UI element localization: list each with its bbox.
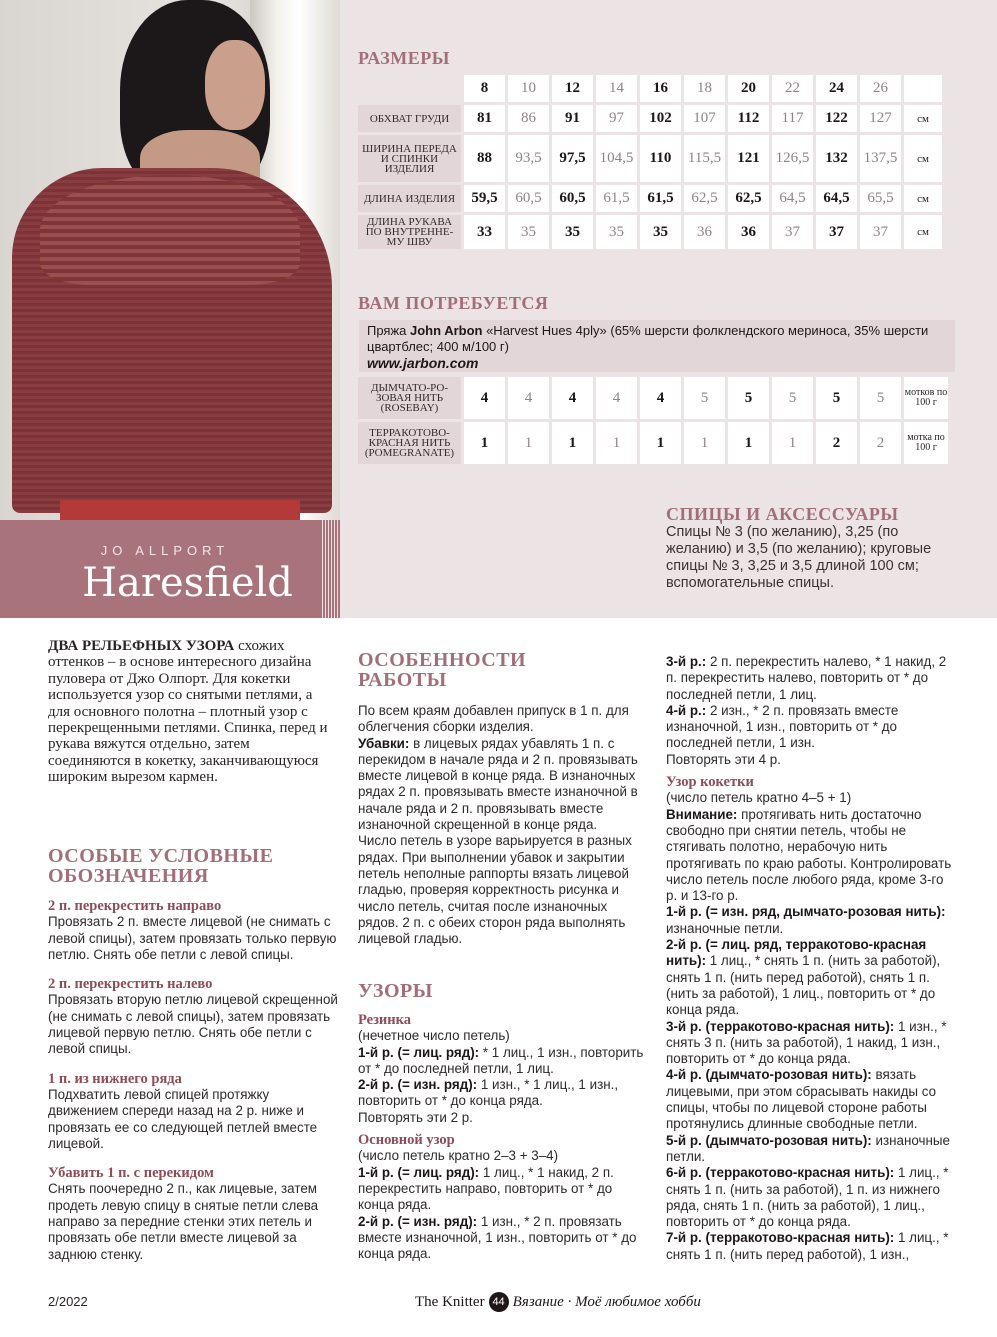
table-row: ОБХВАТ ГРУДИ 81 86 91 97 102 107 112 117 122 127 см <box>358 105 942 132</box>
author-name: JO ALLPORT <box>100 543 230 558</box>
materials-heading: ВАМ ПОТРЕБУЕТСЯ <box>358 293 549 313</box>
features-heading: ОСОБЕННОСТИ РАБОТЫ <box>358 649 527 691</box>
abbreviations-heading: ОСОБЫЕ УСЛОВНЫЕ ОБОЗНАЧЕНИЯ <box>48 845 274 887</box>
abbr-title: 2 п. перекрестить направо <box>48 898 222 914</box>
needles-heading: СПИЦЫ И АКСЕССУАРЫ <box>666 504 899 524</box>
abbr-title: Убавить 1 п. с перекидом <box>48 1165 214 1182</box>
page-number: 44 <box>489 1292 509 1312</box>
magazine-name: The Knitter <box>415 1293 485 1310</box>
magazine-tagline: Вязание · Моё любимое хобби <box>512 1293 701 1310</box>
yarn-table <box>355 374 951 467</box>
pattern-title: Haresfield <box>82 560 293 606</box>
yarn-description: Пряжа John Arbon «Harvest Hues 4ply» (65% шерсти фолклендского мериноса, 35% шерсти цвартблес; 400 м/100 г) www.jarbon.com <box>359 320 955 372</box>
patterns-column: Резинка (нечетное число петель) 1-й р. (= лиц. ряд): * 1 лиц., 1 изн., повторить от * до последней петли, 1 лиц. 2-й р. (= изн. ряд): 1 изн., * 1 лиц., 1 изн., повторить от * до конца ряда. Повторять эти 2 р. Основной узор (число петель кратно 2–3 + 3–4) 1-й р. (= лиц. ряд): 1 лиц., * 1 накид, 2 п. перекрестить направо, повторить от * до конца ряда. 2-й р. (= изн. ряд): 1 изн., * 2 п. провязать вместе изнаночной, 1 изн., повторить от * до конца ряда. <box>358 1012 644 1262</box>
abbr-text: Снять поочередно 2 п., как лицевые, затем продеть левую спицу в снятые петли слева направо за передние стенки этих петель и провязать обе петли вместе лицевой за заднюю стенку. <box>48 1181 319 1262</box>
table-row: ДЛИНА РУКАВА ПО ВНУТРЕННЕ-МУ ШВУ 33 35 35 35 35 36 36 37 37 37 см <box>358 215 942 249</box>
abbr-text: Подхватить левой спицей протяжку движением спереди назад на 2 р. ниже и провязать ее со следующей петлей вместе лицевой. <box>48 1086 318 1151</box>
magazine-footer <box>415 1292 701 1312</box>
abbreviations-column <box>48 898 340 1263</box>
abbr-title: 1 п. из нижнего ряда <box>48 1070 182 1087</box>
sizes-heading: РАЗМЕРЫ <box>358 48 450 68</box>
table-row: ДЫМЧАТО-РО-ЗОВАЯ НИТЬ (ROSEBAY) 4 4 4 4 4 5 5 5 5 5 мотков по 100 г <box>358 377 948 419</box>
intro-paragraph: ДВА РЕЛЬЕФНЫХ УЗОРА схожих оттенков – в основе интересного дизайна пуловера от Джо Олпорт. Для кокетки используется узор со снятыми петлями, а для основного полотна – плотный узор с перекрещенными петлями. Спинка, перед и рукава вяжутся отдельно, затем соединяются в кокетку, заканчивающуюся широким вырезом кармен. <box>48 638 328 786</box>
table-row: ШИРИНА ПЕРЕДА И СПИНКИ ИЗДЕЛИЯ 88 93,5 97,5 104,5 110 115,5 121 126,5 132 137,5 см <box>358 135 942 182</box>
issue-number: 2/2022 <box>48 1294 88 1309</box>
patterns-heading: УЗОРЫ <box>358 980 433 1002</box>
abbr-text: Провязать 2 п. вместе лицевой (не снимать с левой спицы), затем провязать только первую петлю. Снять обе петли с левой спицы. <box>48 914 337 962</box>
sizes-table <box>355 72 945 252</box>
features-column: По всем краям добавлен припуск в 1 п. для облегчения сборки изделия. Убавки: в лицевых рядах убавлять 1 п. с перекидом в начале ряда и 2 п. провязывать вместе лицевой в конце ряда. В изнаночных рядах 2 п. провязывать вместе изнаночной в начале ряда и 2 п. провязывать вместе изнаночной скрещенной в конце ряда. Число петель в узоре варьируется в разных рядах. При выполнении убавок и закрытии петель неполные раппорты вязать лицевой гладью, проверяя корректность рисунка и число петель, считая после изнаночных рядов. 2 п. с обеих сторон ряда выполнять лицевой гладью. <box>358 703 638 947</box>
table-row: ДЛИНА ИЗДЕЛИЯ 59,5 60,5 60,5 61,5 61,5 62,5 62,5 64,5 64,5 65,5 см <box>358 185 942 212</box>
abbr-title: 2 п. перекрестить налево <box>48 976 213 993</box>
table-row: 8 10 12 14 16 18 20 22 24 26 <box>358 75 942 102</box>
needles-text: Спицы № 3 (по желанию), 3,25 (по желанию) и 3,5 (по желанию); круговые спицы № 3, 3,25 и 3,5 длиной 100 см; вспомогательные спицы. <box>666 524 932 591</box>
abbr-text: Провязать вторую петлю лицевой скрещенной (не снимать с левой спицы), затем провязать лицевой первую петлю. Снять обе петли с левой спицы. <box>48 992 338 1057</box>
yoke-column: 3-й р.: 2 п. перекрестить налево, * 1 накид, 2 п. перекрестить налево, повторить от * до последней петли, 1 лиц. 4-й р.: 2 изн., * 2 п. провязать вместе изнаночной, 1 изн., повторить от * до последней петли, 1 изн. Повторять эти 4 р. Узор кокетки (число петель кратно 4–5 + 1) Внимание: протягивать нить достаточно свободно при снятии петель, чтобы не стягивать полотно, нерабочую нить протягивать по краю работы. Контролировать число петель после любого ряда, кроме 3-го р. и 13-го р. 1-й р. (= изн. ряд, дымчато-розовая нить): изнаночные петли. 2-й р. (= лиц. ряд, терракотово-красная нить): 1 лиц., * снять 1 п. (нить за работой), снять 1 п. (нить перед работой), снять 1 п. (нить за работой), 1 лиц., повторить от * до конца ряда. 3-й р. (терракотово-красная нить): 1 изн., * снять 3 п. (нить за работой), 1 накид, 1 изн., повторить от * до конца ряда. 4-й р. (дымчато-розовая нить): вязать лицевыми, при этом сбрасывать накиды со спицы, чтобы по лицевой стороне работы протянулись длинные свободные петли. 5-й р. (дымчато-розовая нить): изнаночные петли. 6-й р. (терракотово-красная нить): 1 лиц., * снять 1 п. (нить за работой), 1 п. из нижнего ряда, снять 1 п. (нить за работой), 1 лиц., повторить от * до конца ряда. 7-й р. (терракотово-красная нить): 1 лиц., * снять 1 п. (нить перед работой), 1 изн., <box>666 654 952 1262</box>
table-row: ТЕРРАКОТОВО-КРАСНАЯ НИТЬ (POMEGRANATE) 1 1 1 1 1 1 1 1 2 2 мотка по 100 г <box>358 422 948 464</box>
yarn-link[interactable]: www.jarbon.com <box>367 355 479 371</box>
model-photo <box>0 0 340 520</box>
